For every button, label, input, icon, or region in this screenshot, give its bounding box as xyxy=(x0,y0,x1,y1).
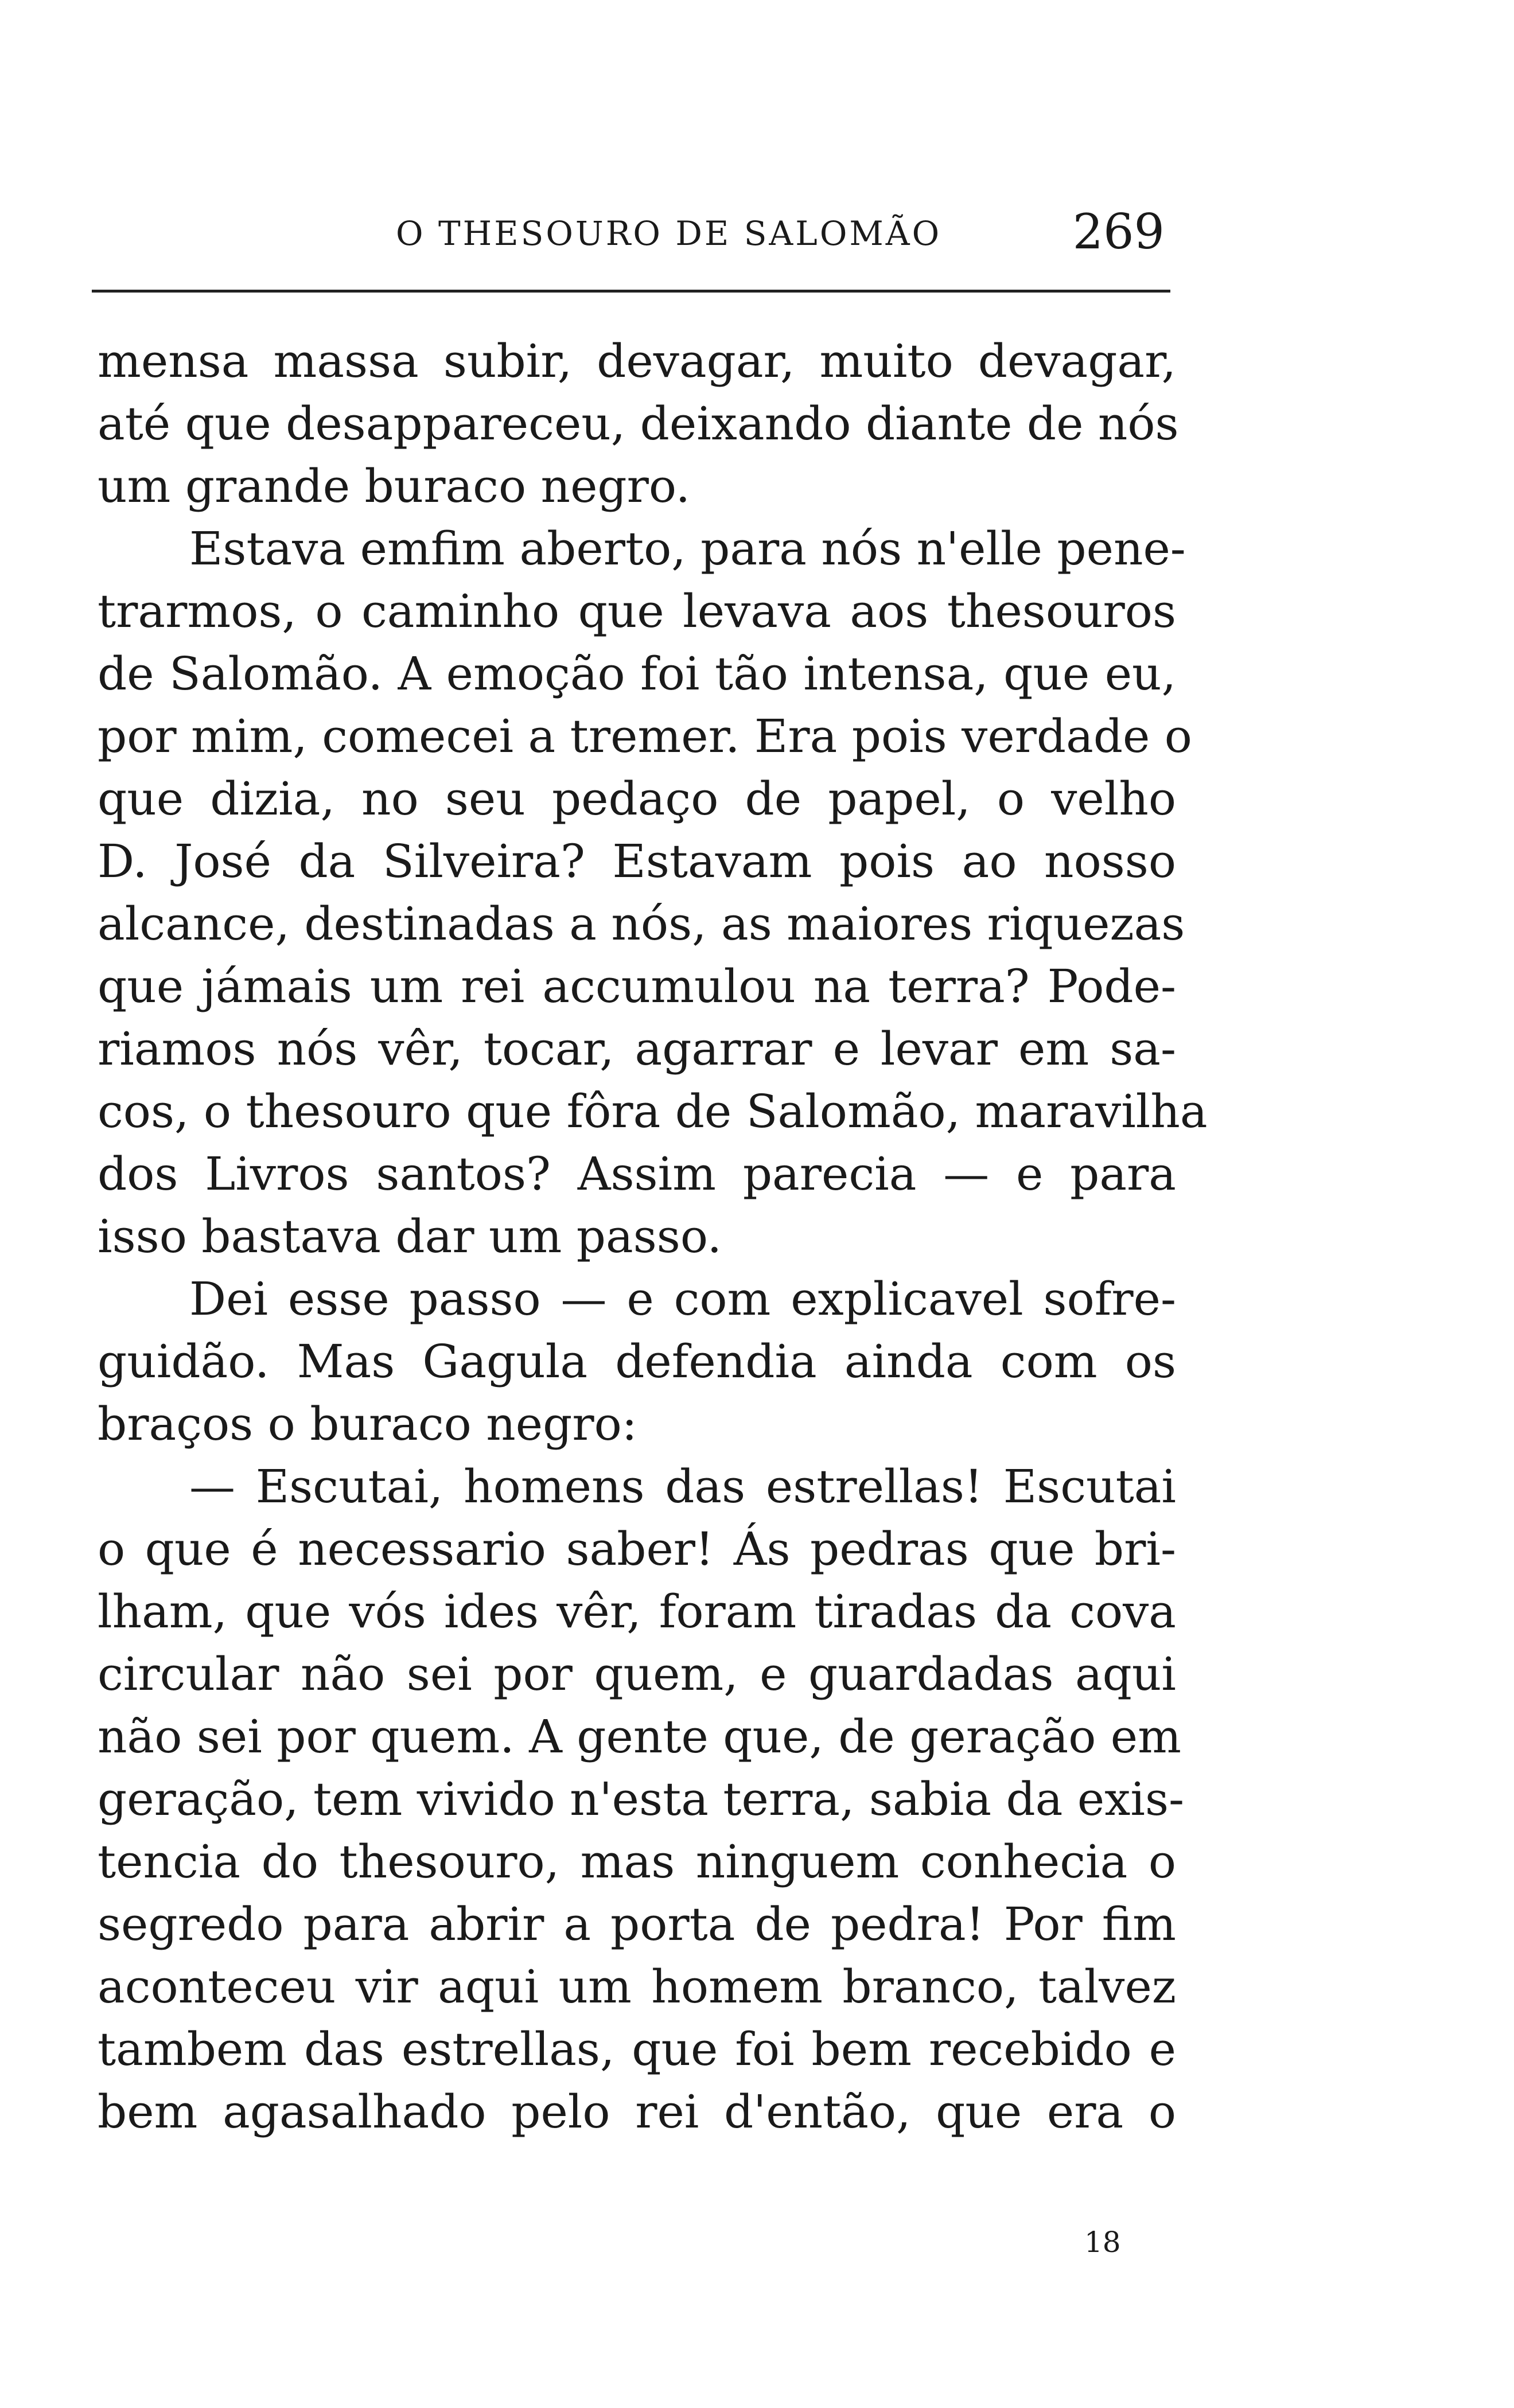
text-line: dos Livros santos? Assim parecia — e para xyxy=(98,1147,1176,1201)
body-text xyxy=(98,330,1208,2143)
text-line: tencia do thesouro, mas ninguem conhecia o xyxy=(98,1835,1176,1888)
text-line: até que desappareceu, deixando diante de nós xyxy=(98,397,1179,450)
text-line: trarmos, o caminho que levava aos thesouros xyxy=(98,585,1176,638)
text-line: bem agasalhado pelo rei d'então, que era o xyxy=(98,2085,1176,2138)
text-line: guidão. Mas Gagula defendia ainda com os xyxy=(98,1335,1176,1388)
text-line: circular não sei por quem, e guardadas aqui xyxy=(98,1647,1176,1701)
text-line: — Escutai, homens das estrellas! Escutai xyxy=(189,1460,1176,1513)
running-head xyxy=(98,204,1165,272)
running-title: O THESOURO DE SALOMÃO xyxy=(396,214,942,253)
text-line: cos, o thesouro que fôra de Salomão, maravilha xyxy=(98,1085,1208,1138)
text-line: um grande buraco negro. xyxy=(98,459,691,513)
text-line: não sei por quem. A gente que, de geração em xyxy=(98,1710,1181,1763)
text-line: tambem das estrellas, que foi bem recebido e xyxy=(98,2023,1176,2076)
text-line: que dizia, no seu pedaço de papel, o velho xyxy=(98,772,1176,825)
text-line: por mim, comecei a tremer. Era pois verdade o xyxy=(98,710,1192,763)
text-line: geração, tem vivido n'esta terra, sabia da exis- xyxy=(98,1772,1185,1826)
text-line: D. José da Silveira? Estavam pois ao nosso xyxy=(98,835,1176,888)
text-line: segredo para abrir a porta de pedra! Por fim xyxy=(98,1897,1176,1951)
text-line: alcance, destinadas a nós, as maiores riquezas xyxy=(98,897,1185,950)
page-number: 269 xyxy=(1072,204,1165,260)
text-line: mensa massa subir, devagar, muito devagar, xyxy=(98,334,1176,388)
text-line: riamos nós vêr, tocar, agarrar e levar em sa- xyxy=(98,1022,1176,1076)
text-line: isso bastava dar um passo. xyxy=(98,1210,722,1263)
header-rule xyxy=(92,290,1170,293)
signature-mark: 18 xyxy=(1084,2226,1121,2259)
text-line: Estava emfim aberto, para nós n'elle pene- xyxy=(189,522,1186,575)
text-line: que jámais um rei accumulou na terra? Pode- xyxy=(98,960,1176,1013)
text-line: aconteceu vir aqui um homem branco, talvez xyxy=(98,1960,1176,2013)
text-line: braços o buraco negro: xyxy=(98,1397,637,1451)
text-line: o que é necessario saber! Ás pedras que bri- xyxy=(98,1522,1176,1576)
text-line: de Salomão. A emoção foi tão intensa, que eu, xyxy=(98,647,1176,700)
text-line: lham, que vós ides vêr, foram tiradas da cova xyxy=(98,1585,1176,1638)
text-line: Dei esse passo — e com explicavel sofre- xyxy=(189,1272,1176,1326)
